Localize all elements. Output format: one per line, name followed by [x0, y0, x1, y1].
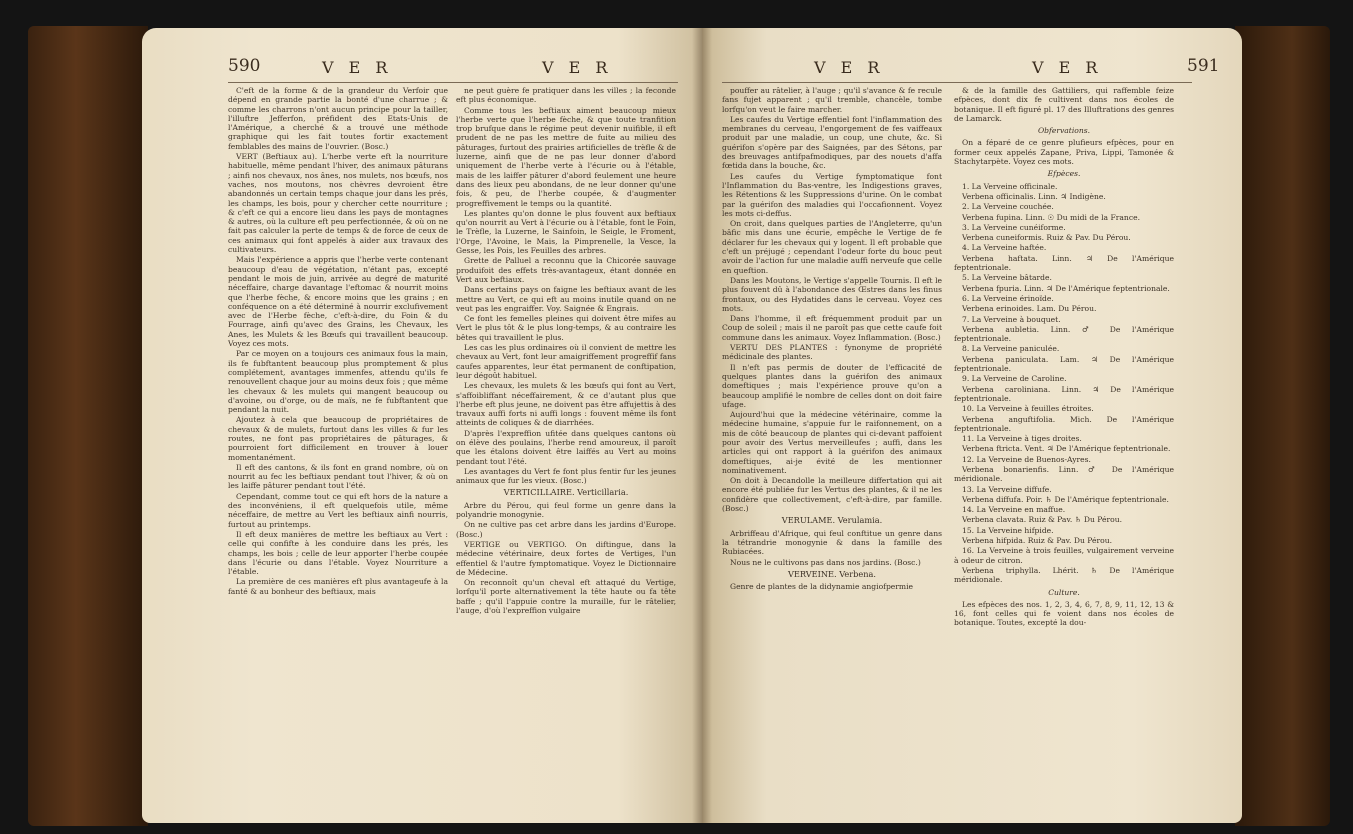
species-line: Verbena haftata. Linn. ♃ De l'Amérique feptentrionale.: [954, 253, 1174, 273]
page-number-right: 591: [1187, 56, 1220, 76]
species-line: Verbena hifpida. Ruiz & Pav. Du Pérou.: [962, 536, 1113, 546]
paragraph: Il eft deux manières de mettre les beftiaux au Vert : celle qui confifte à les conduire dans les prés, les champs, les bois ; celle de leur apporter l'herbe coupée dans l'écurie ou dans l'étable. Voyez Nourriture a l'étable.: [228, 529, 448, 577]
paragraph: pouffer au râtelier, à l'auge ; qu'il s'avance & fe recule fans fujet apparent ; qu'il tremble, chancèle, tombe lorfqu'on veut le faire marcher.: [722, 86, 942, 114]
paragraph: Ajoutez à cela que beaucoup de propriétaires de chevaux & de mulets, furtout dans les villes & fur les routes, ne font pas propriétaires de pâturages, & pourroient fort difficilement en trouver à louer momentanément.: [228, 415, 448, 462]
paragraph: ne peut guère fe pratiquer dans les villes ; la feconde eft plus économique.: [456, 86, 676, 105]
paragraph: Dans certains pays on faigne les beftiaux avant de les mettre au Vert, ce qui eft au moins inutile quand on ne veut pas les engraiffer. Voy. Saignée & Engrais.: [456, 285, 676, 313]
paragraph: Il eft des cantons, & ils font en grand nombre, où on nourrit au fec les beftiaux pendant tout l'hiver, & où on les laiffe pâturer pendant tout l'été.: [228, 462, 448, 491]
species-line: Verbena officinalis. Linn. ♃ Indigène.: [962, 191, 1106, 201]
species-line: 10. La Verveine à feuilles étroites.: [962, 404, 1094, 414]
paragraph: Dans les Moutons, le Vertige s'appelle Tournis. Il eft le plus fouvent dû à l'abondance des Œstres dans les finus frontaux, ou des Hydatides dans le cerveau. Voyez ces mots.: [722, 275, 942, 313]
paragraph: VERT (Beftiaux au). L'herbe verte eft la nourriture habituelle, même pendant l'hiver, des animaux pâturans ; ainfi nos chevaux, nos ânes, nos mulets, nos bœufs, nos vaches, nos moutons, nos chèvres devroient être abandonnés un certain temps chaque jour dans les prés, les champs, les bois, pour y chercher cette nourriture ; & c'eft ce qui a encore lieu dans les pays de montagnes & autres, où la culture eft peu perfectionnée, & où on ne fait pas calculer la perte de temps & de force de ceux de ces animaux qui font appelés à aider aux travaux des cultivateurs.: [228, 152, 448, 255]
species-line: 15. La Verveine hifpide.: [962, 525, 1054, 535]
species-line: Verbena triphylla. Lhérit. ♄ De l'Amérique méridionale.: [954, 565, 1174, 585]
species-line: Verbena cuneiformis. Ruiz & Pav. Du Pérou.: [962, 233, 1131, 243]
book-gutter: [692, 28, 712, 823]
species-line: Verbena erinoides. Lam. Du Pérou.: [962, 304, 1097, 314]
species-line: 11. La Verveine à tiges droites.: [962, 434, 1082, 444]
species-line: 8. La Verveine paniculée.: [962, 344, 1060, 354]
paragraph: Mais l'expérience a appris que l'herbe verte contenant beaucoup d'eau de végétation, n'étant pas, excepté pendant le mois de juin, arrivée au degré de maturité néceffaire, charge davantage l'eftomac & nourrit moins que l'herbe fèche, & encore moins que les grains ; en conféquence on a été déterminé à nourrir exclufivement avec de l'Herbe fèche, c'eft-à-dire, du Foin & du Fourrage, ainfi qu'avec des Grains, les Chevaux, les Anes, les Mulets & les Bœufs qui travaillent beaucoup. Voyez ces mots.: [228, 255, 448, 349]
book-cover-left: [28, 26, 148, 826]
species-line: Verbena paniculata. Lam. ♃ De l'Amérique feptentrionale.: [954, 354, 1174, 374]
species-line: Verbena caroliniana. Linn. ♃ De l'Amérique feptentrionale.: [954, 384, 1174, 403]
paragraph: On ne cultive pas cet arbre dans les jardins d'Europe. (Bosc.): [456, 520, 676, 539]
right-column-1: [722, 86, 942, 592]
species-line: Verbena fpuria. Linn. ♃ De l'Amérique feptentrionale.: [962, 283, 1170, 293]
paragraph: Grette de Palluel a reconnu que la Chicorée sauvage produifoit des effets très-avantageux, étant donnée en Vert aux beftiaux.: [456, 256, 676, 284]
species-line: Verbena ftricta. Vent. ♃ De l'Amérique feptentrionale.: [962, 444, 1171, 454]
entry-heading: VERVEINE. Verbena.: [788, 568, 876, 579]
right-column-2: [954, 86, 1174, 629]
species-line: 14. La Verveine en maffue.: [962, 505, 1066, 515]
species-line: Verbena fupina. Linn. ☉ Du midi de la France.: [962, 212, 1140, 222]
section-heading: Obfervations.: [1037, 126, 1091, 136]
entry-heading: VERULAME. Verulamia.: [781, 515, 883, 526]
paragraph: Les cas les plus ordinaires où il convient de mettre les chevaux au Vert, font leur amaigriffement progreffif fans caufes apparentes, leur état permanent de conftipation, leur dégoût habituel.: [456, 343, 676, 380]
paragraph: Dans l'homme, il eft fréquemment produit par un Coup de soleil ; mais il ne paroît pas que cette caufe foit commune dans les animaux. Voyez Inflammation. (Bosc.): [722, 314, 942, 342]
running-head-left-2: V E R: [542, 58, 613, 77]
paragraph: Les plantes qu'on donne le plus fouvent aux beftiaux qu'on nourrit au Vert à l'écurie ou à l'étable, font le Foin, le Trèfle, la Luzerne, le Sainfoin, le Seigle, le Froment, l'Orge, l'Avoine, le Mais, la Pimprenelle, la Vesce, la Gesse, les Pois, les Feuilles des arbres.: [456, 208, 676, 256]
species-line: 7. La Verveine à bouquet.: [962, 314, 1061, 324]
paragraph: On croit, dans quelques parties de l'Angleterre, qu'un bâfic mis dans une écurie, empêche le Vertige de fe déclarer fur les chevaux qui y logent. Il eft probable que c'eft un préjugé ; cependant l'odeur forte du bouc peut avoir de l'action fur une maladie auffi nerveufe que celle en queftion.: [722, 219, 942, 275]
paragraph: VERTIGE ou VERTIGO. On diftingue, dans la médecine vétérinaire, deux fortes de Vertiges, l'un effentiel & l'autre fymptomatique. Voyez le Dictionnaire de Médecine.: [456, 539, 676, 577]
species-line: 12. La Verveine de Buenos-Ayres.: [962, 454, 1091, 464]
section-heading: Efpèces.: [1047, 169, 1081, 179]
paragraph: Aujourd'hui que la médecine vétérinaire, comme la médecine humaine, s'appuie fur le raifonnement, on a mis de côté beaucoup de plantes qui ci-devant paffoient pour avoir des Vertus merveilleufes ; auffi, dans les articles qui ont rapport à la guérifon des animaux domeftiques, ai-je évité de les mentionner nominativement.: [722, 410, 942, 475]
species-line: 6. La Verveine érinoïde.: [962, 293, 1054, 303]
paragraph: Les chevaux, les mulets & les bœufs qui font au Vert, s'affoibliffant néceffairement, & ce d'autant plus que l'herbe eft plus jeune, ne doivent pas être affujettis à des travaux auffi forts ni auffi longs : fouvent même ils font atteints de coliques & de diarrhées.: [456, 381, 676, 428]
left-column-2: [456, 86, 676, 616]
book-cover-right: [1235, 26, 1330, 826]
paragraph: On doit à Decandolle la meilleure differtation qui ait encore été publiée fur les Vertus des plantes, & il ne les confidère que collectivement, c'eft-à-dire, par famille. (Bosc.): [722, 476, 942, 514]
paragraph: Genre de plantes de la didynamie angiofpermie: [730, 582, 914, 592]
running-head-right-1: V E R: [814, 58, 885, 77]
paragraph: Ce font les femelles pleines qui doivent être mifes au Vert le plus tôt & le plus long-temps, & au contraire les bêtes qui travaillent le plus.: [456, 314, 676, 342]
species-line: 4. La Verveine haftée.: [962, 243, 1047, 253]
species-line: 9. La Verveine de Caroline.: [962, 374, 1067, 384]
species-line: 2. La Verveine couchée.: [962, 202, 1054, 212]
paragraph: Nous ne le cultivons pas dans nos jardins. (Bosc.): [730, 557, 921, 567]
left-column-1: [228, 86, 448, 597]
paragraph: Il n'eft pas permis de douter de l'efficacité de quelques plantes dans la guérifon des animaux domeftiques ; mais l'expérience prouve qu'on a beaucoup amplifié le nombre de celles dont on doit faire ufage.: [722, 362, 942, 409]
paragraph: Cependant, comme tout ce qui eft hors de la nature a des inconvéniens, il eft quelquefois utile, même néceffaire, de mettre au Vert les beftiaux ainfi nourris, furtout au printemps.: [228, 491, 448, 529]
entry-heading: VERTICILLAIRE. Verticillaria.: [503, 487, 629, 498]
paragraph: VERTU DES PLANTES : fynonyme de propriété médicinale des plantes.: [722, 343, 942, 362]
paragraph: Les caufes du Vertige effentiel font l'inflammation des membranes du cerveau, l'engorgement de fes vaiffeaux produit par une maladie, un coup, une chute, &c. Si guérifon s'opère par des Saignées, par des Sétons, par des breuvages antifpafmodiques, par des nouets d'affa fœtida dans la bouche, &c.: [722, 114, 942, 171]
paragraph: La première de ces manières eft plus avantageufe à la fanté & au bonheur des beftiaux, mais: [228, 577, 448, 596]
paragraph: On reconnoît qu'un cheval eft attaqué du Vertige, lorfqu'il porte alternativement la tête haute ou fa tête baffe ; qu'il l'appuie contre la muraille, fur le râtelier, l'auge, d'où l'expreffion vulgaire: [456, 578, 676, 616]
species-line: 16. La Verveine à trois feuilles, vulgairement verveine à odeur de citron.: [954, 546, 1174, 565]
paragraph: & de la famille des Gattiliers, qui raffemble feize efpèces, dont dix fe cultivent dans nos écoles de botanique. Il eft figuré pl. 17 des Illuftrations des genres de Lamarck.: [954, 86, 1174, 123]
paragraph: Arbriffeau d'Afrique, qui feul conftitue un genre dans la tétrandrie monogynie & dans la famille des Rubiacées.: [722, 528, 942, 557]
page-number-left: 590: [228, 56, 261, 76]
paragraph: D'après l'expreffion ufitée dans quelques cantons où on élève des poulains, l'herbe rend amoureux, il paroît que les étalons doivent être laiffés au Vert au moins pendant tout l'été.: [456, 428, 676, 466]
species-line: 1. La Verveine officinale.: [962, 181, 1058, 191]
paragraph: C'eft de la forme & de la grandeur du Verfoir que dépend en grande partie la bonté d'une charrue ; & comme les charrons n'ont aucun principe pour la tailler, l'illuftre Jefferfon, préfident des Etats-Unis de l'Amérique, a cherché & a trouvé une méthode graphique qui les fait toutes fortir exactement femblables des mains de l'ouvrier. (Bosc.): [228, 86, 448, 151]
species-line: 13. La Verveine diffufe.: [962, 484, 1052, 494]
paragraph: On a féparé de ce genre plufieurs efpèces, pour en former ceux appelés Zapane, Priva, Lippi, Tamonée & Stachytarpète. Voyez ces mots.: [954, 138, 1174, 167]
species-line: 5. La Verveine bâtarde.: [962, 273, 1052, 283]
paragraph: Les caufes du Vertige fymptomatique font l'Inflammation du Bas-ventre, les Indigestions graves, les Rétentions & les Suppressions d'urine. On le combat par la guérifon des maladies qui l'occafionnent. Voyez les mots ci-deffus.: [722, 171, 942, 218]
species-line: Verbena aubletia. Linn. ♂ De l'Amérique feptentrionale.: [954, 324, 1174, 344]
running-head-left-1: V E R: [322, 58, 393, 77]
header-rule-left: [228, 82, 678, 83]
running-head-right-2: V E R: [1032, 58, 1103, 77]
species-line: Verbena bonarienfis. Linn. ♂ De l'Amérique méridionale.: [954, 464, 1174, 484]
paragraph: Par ce moyen on a toujours ces animaux fous la main, ils fe fubftantent beaucoup plus promptement & plus complétement, avantages immenfes, attendu qu'ils fe renouvellent chaque jour au moins deux fois ; que même les chevaux & les mulets qui mangent beaucoup ou d'avoine, ou d'orge, ou de maïs, ne fe fubftantent que pendant la nuit.: [228, 349, 448, 415]
paragraph: Les efpèces des nos. 1, 2, 3, 4, 6, 7, 8, 9, 11, 12, 13 & 16, font celles qui fe voient dans nos écoles de botanique. Toutes, excepté la dou-: [954, 599, 1174, 628]
left-page: [142, 28, 702, 823]
paragraph: Comme tous les beftiaux aiment beaucoup mieux l'herbe verte que l'herbe fèche, & que toute tranfition trop brufque dans le régime peut devenir nuifible, il eft prudent de ne pas les mettre de fuite au milieu des pâturages, furtout des prairies artificielles de trèfle & de luzerne, ainfi que de ne pas leur donner d'abord uniquement de l'herbe verte à l'écurie ou à l'étable, mais de les laiffer pâturer d'abord feulement une heure dans des lieux peu abondans, de ne leur donner qu'une fois, & peu, de l'herbe coupée, & d'augmenter progreffivement le temps ou la quantité.: [456, 105, 676, 208]
header-rule-right: [722, 82, 1192, 83]
species-line: Verbena diffufa. Poir. ♄ De l'Amérique feptentrionale.: [962, 494, 1169, 504]
section-heading: Culture.: [1048, 587, 1080, 597]
species-line: Verbena anguftifolia. Mich. De l'Amérique feptentrionale.: [954, 414, 1174, 433]
right-page: [702, 28, 1242, 823]
species-line: 3. La Verveine cunéiforme.: [962, 222, 1066, 232]
paragraph: Arbre du Pérou, qui feul forme un genre dans la polyandrie monogynie.: [456, 500, 676, 520]
species-line: Verbena clavata. Ruiz & Pav. ♄ Du Pérou.: [962, 515, 1123, 525]
paragraph: Les avantages du Vert fe font plus fentir fur les jeunes animaux que fur les vieux. (Bosc.): [456, 466, 676, 486]
